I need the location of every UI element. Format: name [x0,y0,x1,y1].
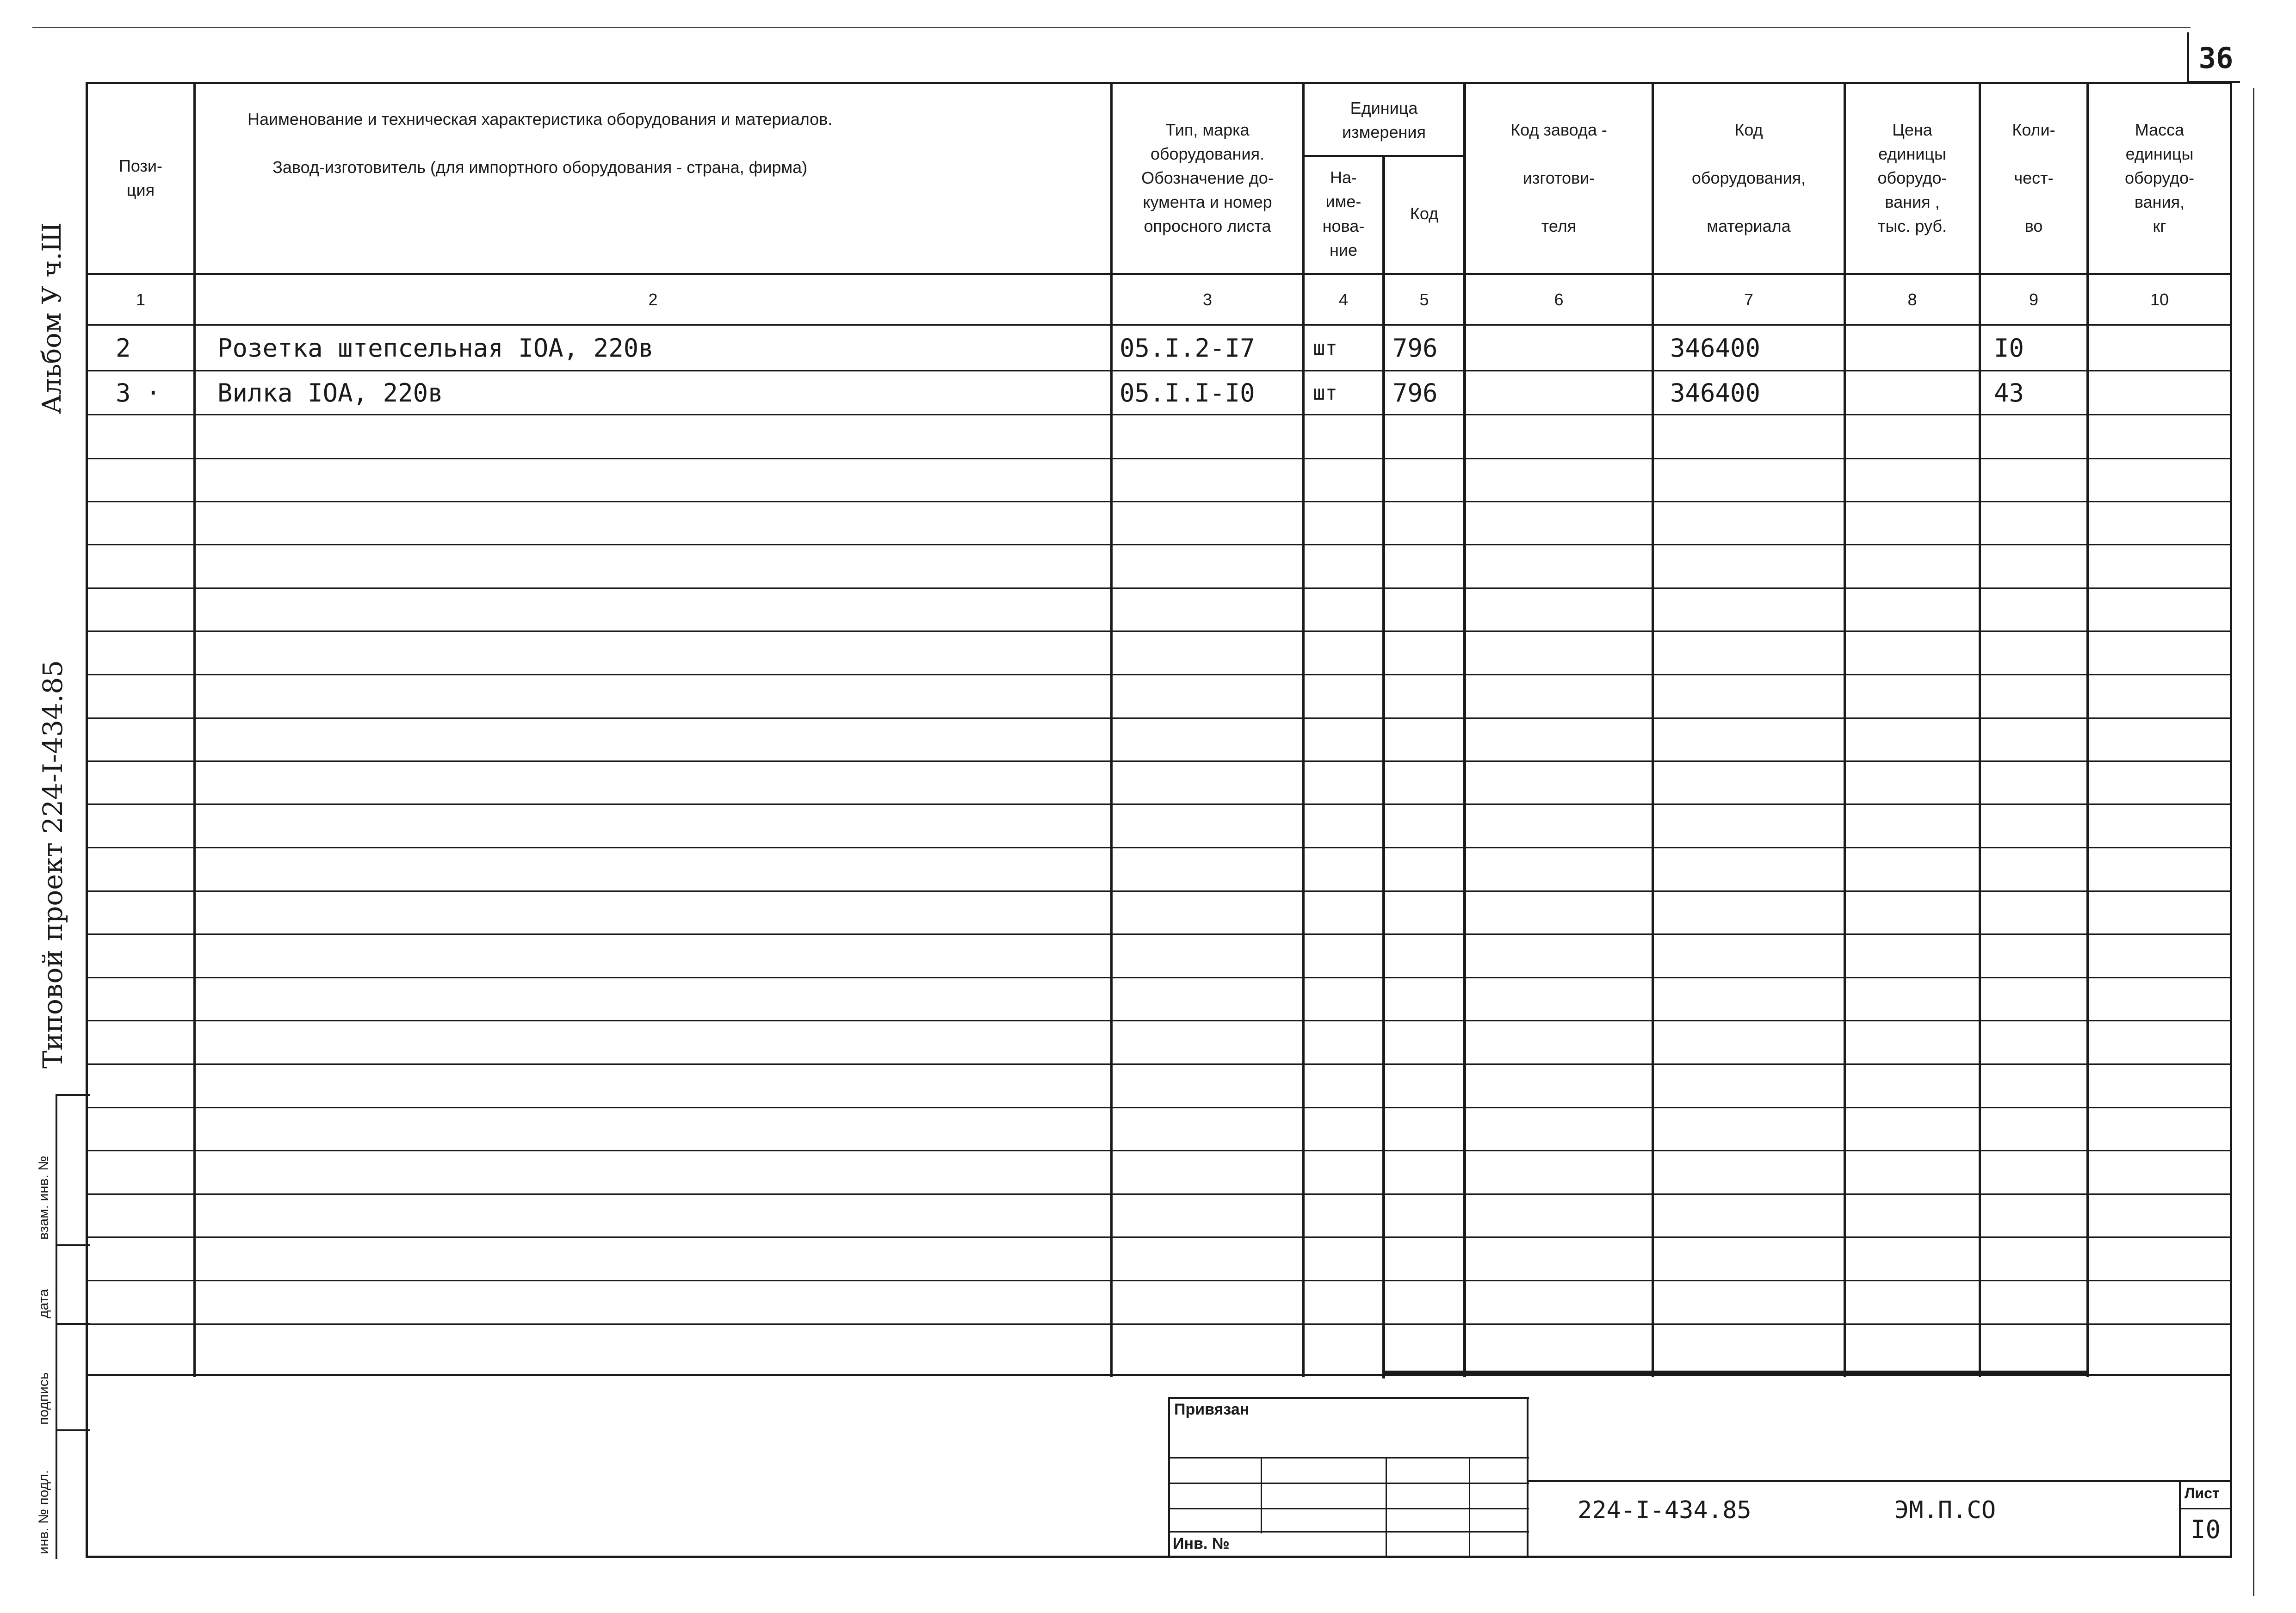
row-unit-code: 796 [1392,378,1438,408]
row-unit-name: шт [1313,336,1337,360]
row-price [1850,371,1975,414]
header-price: Цена единицы оборудо- вания , тыс. руб. [1877,120,1947,236]
col-num-9: 9 [2029,290,2039,309]
row-mass [2093,371,2228,414]
row-unit-code: 796 [1392,334,1438,363]
album-label: Альбом У ч.Ш [37,222,67,414]
sheet-value: I0 [2191,1515,2221,1544]
sheet-number: 36 [2198,41,2234,75]
row-equipment-code: 346400 [1670,334,1761,363]
bound-label: Привязан [1174,1401,1250,1418]
row-name: Розетка штепсельная IОА, 220в [217,334,654,363]
stamp-replace-label: взам. инв. № [36,1156,51,1240]
project-label: Типовой проект 224-I-434.85 [37,660,68,1069]
col-num-2: 2 [648,290,658,309]
project-code: 224-I-434.85 [1578,1496,1751,1524]
col-num-10: 10 [2150,290,2169,309]
col-num-6: 6 [1554,290,1564,309]
row-equipment-code: 346400 [1670,378,1761,408]
row-position: 2 [116,334,131,363]
row-quantity: 43 [1994,378,2024,408]
header-factory-code: Код завода - изготови- теля [1510,120,1607,236]
header-type: Тип, марка оборудования. Обозначение до- кумента и номер опросного листа [1141,120,1274,236]
col-num-1: 1 [136,290,146,309]
row-quantity: I0 [1994,334,2024,363]
row-type: 05.I.I-I0 [1120,378,1255,408]
row-factory-code [1473,371,1649,414]
header-name: Наименование и техническая характеристика оборудования и материалов. Завод-изготовитель (для импортного оборудования - страна, фирма) [248,109,833,177]
sheet-label: Лист [2185,1485,2220,1502]
header-unit-group: Единица измерения [1342,98,1426,142]
row-type: 05.I.2-I7 [1120,334,1255,363]
row-price [1850,326,1975,370]
stamp-inv-label: инв. № подл. [36,1470,51,1554]
header-quantity: Коли- чест- во [2012,120,2055,236]
row-factory-code [1473,326,1649,370]
doc-code: ЭМ.П.СО [1894,1496,1996,1524]
col-num-3: 3 [1202,290,1213,309]
col-num-7: 7 [1744,290,1754,309]
col-num-5: 5 [1419,290,1429,309]
header-position: Пози- ция [118,156,163,199]
row-mass [2093,326,2228,370]
header-unit-code: Код [1410,204,1439,223]
stamp-date-label: дата [36,1289,51,1318]
inv-label: Инв. № [1173,1535,1230,1552]
row-name: Вилка IОА, 220в [217,378,443,408]
col-num-8: 8 [1907,290,1917,309]
col-num-4: 4 [1338,290,1349,309]
row-position: 3 · [116,378,161,408]
row-unit-name: шт [1313,381,1337,405]
stamp-signature-label: подпись [36,1372,51,1425]
header-mass: Масса единицы оборудо- вания, кг [2124,120,2195,236]
header-equipment-code: Код оборудования, материала [1691,120,1806,236]
header-unit-name: На- име- нова- ние [1322,168,1365,260]
